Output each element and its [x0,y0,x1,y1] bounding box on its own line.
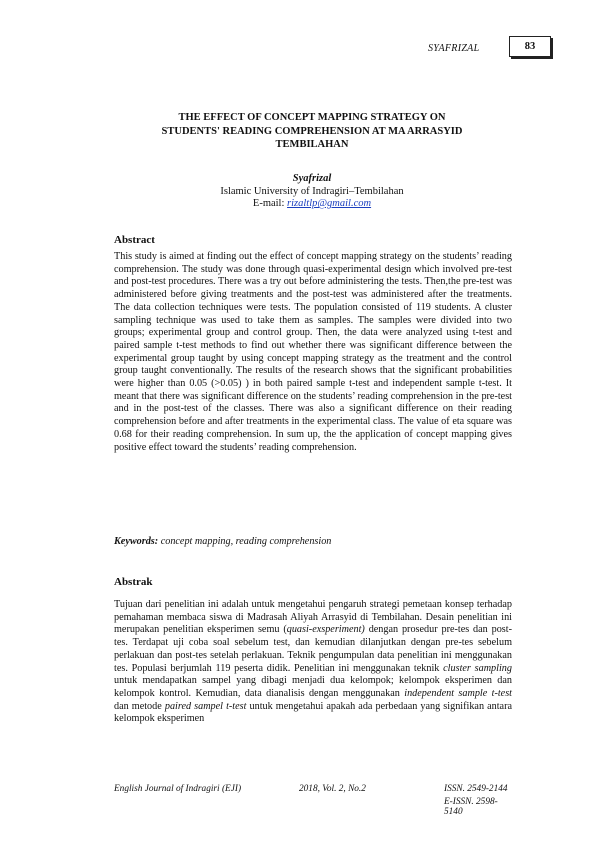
keywords-label: Keywords: [114,536,159,547]
email-label: E-mail: [252,198,285,209]
keywords-line [114,536,331,547]
abstrak-segment: dan metode [114,700,165,712]
abstrak-segment: quasi-exsperiment) [286,624,365,636]
title-line: TEMBILAHAN [275,139,349,150]
abstract-text: This study is aimed at finding out the effect of concept mapping strategy on the students’ reading comprehension. The study was done through quasi-experimental design which involved pre-test and post-test procedures. There was a try out before administering the tests. Then,the pre-test was administered before giving treatments and the post-test was administered after the treatments. The data collection techniques were tests. The population consisted of 119 students. A cluster sampling technique was used to take them as samples. The samples were divided into two groups; experimental group and control group. Then, the data were analyzed using t-test and paired sample t-test methods to find out whether there was significant difference between the experimental group taught by using concept mapping strategy as the treatment and the control group taught conventionally. The results of the research shows that the significant probabilities were higher than 0.05 (>0.05) ) in both paired sample t-test and independent sample t-test. It meant that there was significant difference on the students’ reading comprehension in the pre-test and in the post-test of the classes. There was also a significant difference on their reading comprehension before and after treatments in the experimental class. The value of eta square was 0.68 for their reading comprehension. In sum up, the the application of concept mapping gives positive effect toward the students’ reading comprehension. [114,251,512,453]
author-name: Syafrizal [292,173,332,184]
title-line: THE EFFECT OF CONCEPT MAPPING STRATEGY ON [178,112,446,123]
footer-eissn: E-ISSN. 2598-5140 [444,797,498,817]
author-affiliation: Islamic University of Indragiri–Tembilahan [220,185,404,197]
abstrak-segment: untuk mendapatkan sampel yang dibagi menjadi dua kelompok; kelompok eksperimen dan kelompok kontrol. Kemudian, data dianalisis dengan menggunakan [114,675,512,699]
author-block [112,173,512,211]
running-header-author: SYAFRIZAL [428,43,480,54]
page-number: 83 [509,36,551,57]
abstrak-text [114,599,512,726]
paper-title [112,111,512,152]
title-line: STUDENTS' READING COMPREHENSION AT MA ARRASYID [161,125,463,137]
email-link[interactable]: rizaltlp@gmail.com [287,198,372,209]
footer-journal: English Journal of Indragiri (EJI) [114,784,242,794]
author-email-line [112,198,512,211]
abstrak-segment: independent sample t-test [404,687,512,699]
keywords-text: concept mapping, reading comprehension [160,536,332,547]
abstrak-segment: untuk mengetahui apakah ada perbedaan yang signifikan antara kelompok eksperimen [114,700,512,725]
footer-volume: 2018, Vol. 2, No.2 [299,784,366,794]
footer-issn: ISSN. 2549-2144 [444,784,508,794]
abstrak-segment: cluster sampling [443,662,512,674]
abstrak-segment: paired sampel t-test [164,700,247,712]
abstrak-segment: Tujuan dari penelitian ini adalah untuk mengetahui pengaruh strategi pemetaan konsep terhadap pemahaman membaca siswa di Madrasah Aliyah Arrasyid di Tembilahan. Desain penelitian ini merupakan penelitian eksperimen semu ( [114,599,512,636]
abstrak-segment: dengan prosedur pre-tes dan post-tes. Terdapat uji coba soal sebelum test, dan kemudian dilanjutkan dengan pre-tes sebelum perlakuan dan post-tes setelah perlakuan. Teknik pengumpulan data penelitian ini menggunakan tes. Populasi berjumlah 119 peserta didik. Penelitian ini menggunakan teknik [114,624,512,674]
abstrak-heading: Abstrak [114,576,153,588]
abstract-heading: Abstract [114,234,155,246]
